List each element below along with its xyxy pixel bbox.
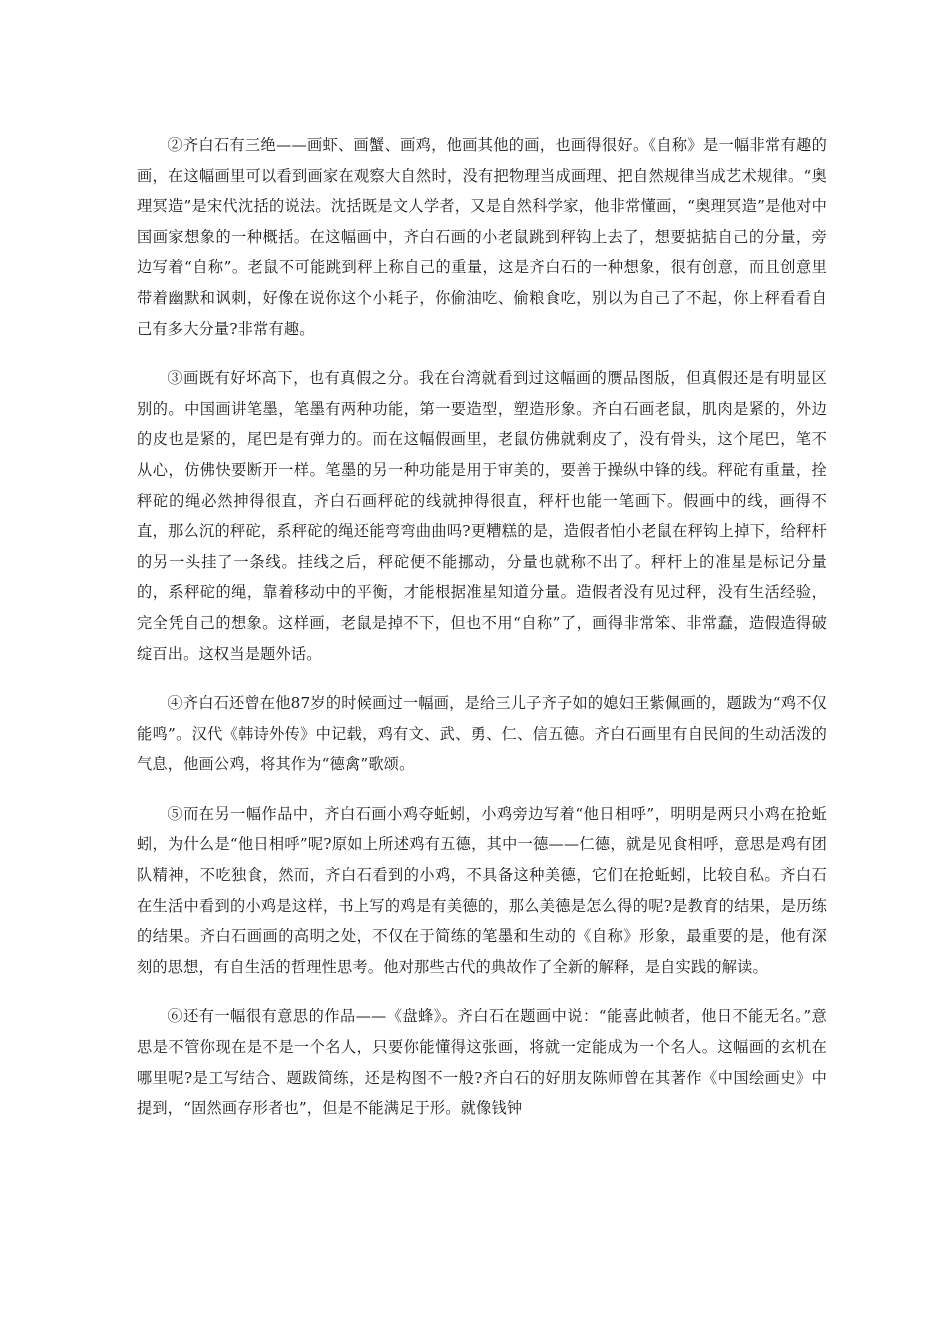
paragraph-3: ③画既有好坏高下，也有真假之分。我在台湾就看到过这幅画的赝品图版，但真假还是有明显区别的。中国画讲笔墨，笔墨有两种功能，第一要造型，塑造形象。齐白石画老鼠，肌肉是紧的，外边的皮也是紧的，尾巴是有弹力的。而在这幅假画里，老鼠仿佛就剩皮了，没有骨头，这个尾巴，笔不从心，仿佛快要断开一样。笔墨的另一种功能是用于审美的，要善于操纵中锋的线。秤砣有重量，拴秤砣的绳必然抻得很直，齐白石画秤砣的线就抻得很直，秤杆也能一笔画下。假画中的线，画得不直，那么沉的秤砣，系秤砣的绳还能弯弯曲曲吗?更糟糕的是，造假者怕小老鼠在秤钩上掉下，给秤杆的另一头挂了一条线。挂线之后，秤砣便不能挪动，分量也就称不出了。秤杆上的准星是标记分量的，系秤砣的绳，靠着移动中的平衡，才能根据准星知道分量。造假者没有见过秤，没有生活经验，完全凭自己的想象。这样画，老鼠是掉不下，但也不用“自称”了，画得非常笨、非常蠢，造假造得破绽百出。这权当是题外话。 [137, 369, 827, 663]
paragraph-2: ②齐白石有三绝——画虾、画蟹、画鸡，他画其他的画，也画得很好。《自称》是一幅非常有趣的画，在这幅画里可以看到画家在观察大自然时，没有把物理当成画理、把自然规律当成艺术规律。“奥理冥造”是宋代沈括的说法。沈括既是文人学者，又是自然科学家，他非常懂画，“奥理冥造”是他对中国画家想象的一种概括。在这幅画中，齐白石画的小老鼠跳到秤钩上去了，想要掂掂自己的分量，旁边写着“自称”。老鼠不可能跳到秤上称自己的重量，这是齐白石的一种想象，很有创意，而且创意里带着幽默和讽刺，好像在说你这个小耗子，你偷油吃、偷粮食吃，别以为自己了不起，你上秤看看自己有多大分量?非常有趣。 [137, 136, 827, 338]
paragraph-4: ④齐白石还曾在他87岁的时候画过一幅画，是给三儿子齐子如的媳妇王紫佩画的，题跋为“鸡不仅能鸣”。汉代《韩诗外传》中记载，鸡有文、武、勇、仁、信五德。齐白石画里有自民间的生动活泼的气息，他画公鸡，将其作为“德禽”歌颂。 [137, 694, 827, 774]
paragraph-6: ⑥还有一幅很有意思的作品——《盘蜂》。齐白石在题画中说：“能喜此帧者，他日不能无名。”意思是不管你现在是不是一个名人，只要你能懂得这张画，将就一定能成为一个名人。这幅画的玄机在哪里呢?是工写结合、题跋简练，还是构图不一般?齐白石的好朋友陈师曾在其著作《中国绘画史》中提到，“固然画存形者也”，但是不能满足于形。就像钱钟 [137, 1007, 827, 1118]
paragraph-5: ⑤而在另一幅作品中，齐白石画小鸡夺蚯蚓，小鸡旁边写着“他日相呼”，明明是两只小鸡在抢蚯蚓，为什么是“他日相呼”呢?原如上所述鸡有五德，其中一德——仁德，就是见食相呼，意思是鸡有团队精神，不吃独食，然而，齐白石看到的小鸡，不具备这种美德，它们在抢蚯蚓，比较自私。齐白石在生活中看到的小鸡是这样，书上写的鸡是有美德的，那么美德是怎么得的呢?是教育的结果，是历练的结果。齐白石画画的高明之处，不仅在于简练的笔墨和生动的《自称》形象，最重要的是，他有深刻的思想，有自生活的哲理性思考。他对那些古代的典故作了全新的解释，是自实践的解读。 [137, 804, 827, 976]
document-page [137, 130, 827, 1143]
